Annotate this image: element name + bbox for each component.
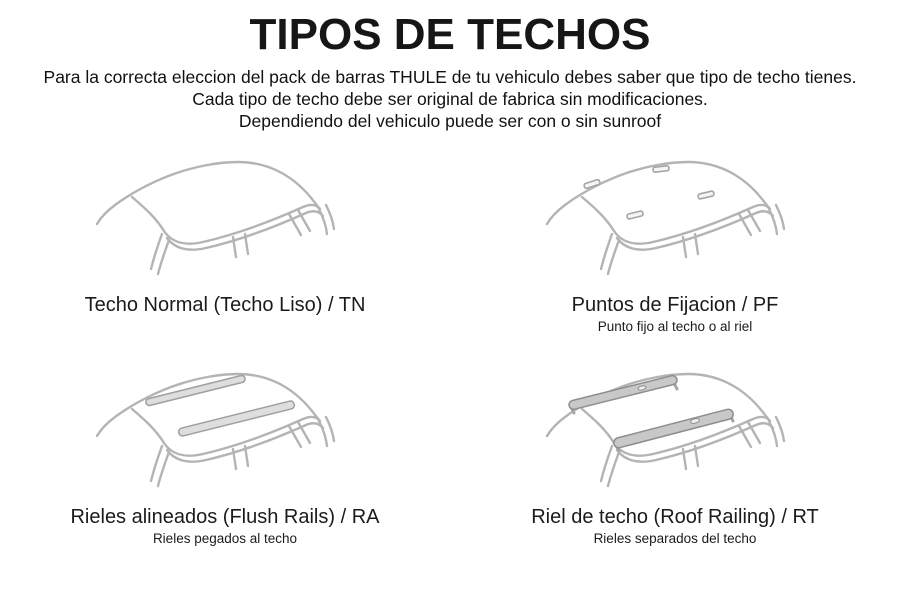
roof-type-card-ra — [0, 352, 450, 564]
roof-type-label: Riel de techo (Roof Railing) / RT — [531, 506, 819, 529]
roof-type-label: Rieles alineados (Flush Rails) / RA — [70, 506, 380, 529]
roof-type-caption — [450, 293, 900, 335]
roof-types-grid — [0, 140, 900, 564]
roof-type-label: Puntos de Fijacion / PF — [571, 294, 779, 317]
roof-type-card-rt — [450, 352, 900, 564]
roof-normal-drawing — [75, 146, 375, 291]
roof-type-sublabel: Punto fijo al techo o al riel — [597, 319, 753, 335]
roof-type-label: Techo Normal (Techo Liso) / TN — [84, 294, 366, 317]
intro-text — [0, 66, 900, 132]
roof-flush-rails-drawing — [75, 358, 375, 503]
page-title: TIPOS DE TECHOS — [249, 10, 651, 59]
intro-line-1: Para la correcta eleccion del pack de barras THULE de tu vehiculo debes saber que tipo de techo tienes. — [43, 67, 857, 88]
fixpoint-pads — [584, 166, 715, 220]
roof-type-caption — [450, 505, 900, 547]
roof-fixpoints-drawing — [525, 146, 825, 291]
roof-railing-drawing — [525, 358, 825, 503]
roof-type-caption — [0, 505, 450, 547]
roof-type-sublabel: Rieles separados del techo — [593, 531, 757, 547]
roof-type-card-pf — [450, 140, 900, 352]
roof-type-sublabel: Rieles pegados al techo — [152, 531, 298, 547]
intro-line-2: Cada tipo de techo debe ser original de fabrica sin modificaciones. — [192, 89, 708, 110]
roof-type-card-tn — [0, 140, 450, 352]
roof-type-caption — [0, 293, 450, 317]
intro-line-3: Dependiendo del vehiculo puede ser con o sin sunroof — [238, 111, 662, 132]
flush-rails — [145, 375, 295, 437]
